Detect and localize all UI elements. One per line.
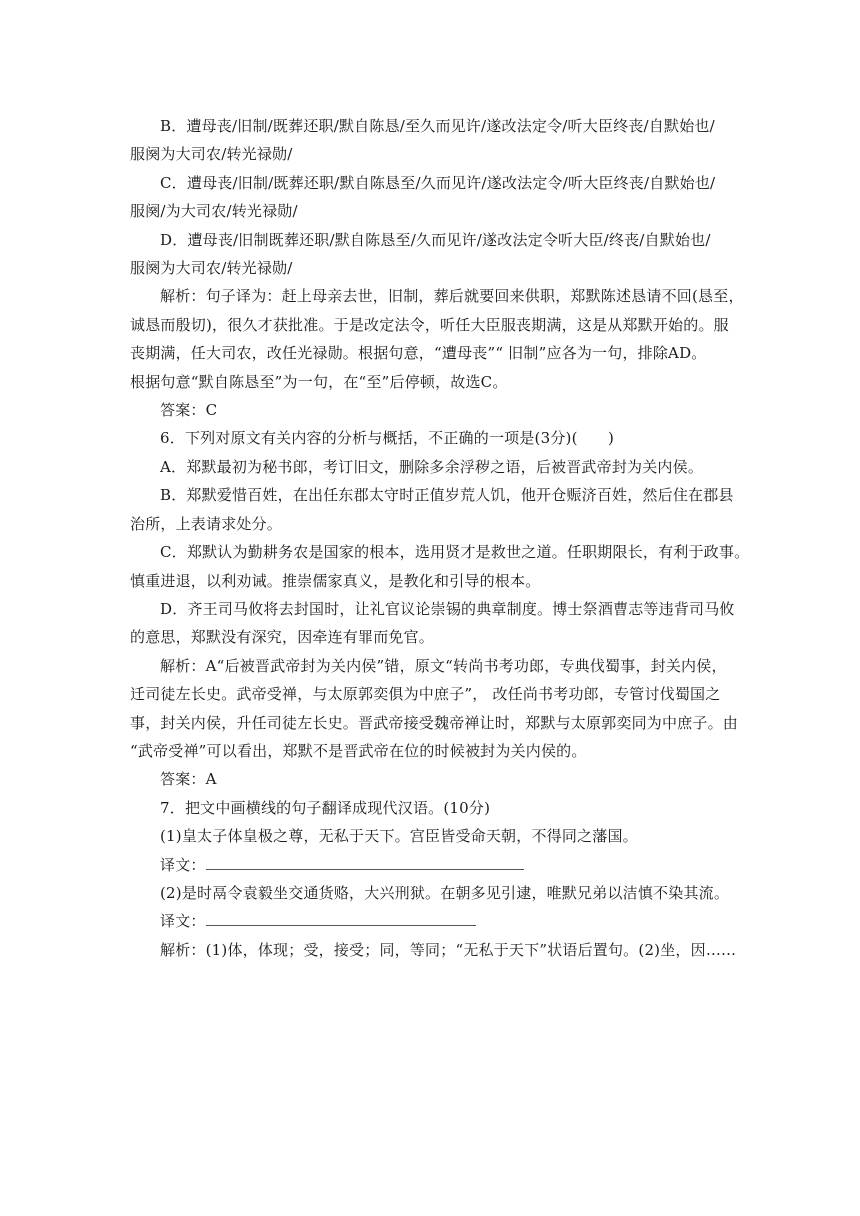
text-line: 6．下列对原文有关内容的分析与概括，不正确的一项是(3分)( ) (160, 429, 615, 448)
sentence-1 (130, 822, 742, 850)
option-b (130, 112, 742, 169)
translation-line (130, 851, 742, 879)
text-line: 服阕/为大司农/转光禄勋/ (130, 202, 298, 221)
question-7 (130, 794, 742, 822)
translation-line (130, 907, 742, 935)
translation-1 (130, 851, 742, 879)
translation-label: 译文： (160, 912, 206, 931)
text-line: 诚恳而殷切)，很久才获批准。于是改定法令，听任大臣服丧期满，这是从郑默开始的。服 (130, 315, 729, 334)
analysis-6 (130, 652, 742, 766)
text-line: D．齐王司马攸将去封国时，让礼官议论崇锡的典章制度。博士祭酒曹志等违背司马攸 (160, 599, 735, 618)
text-line: 答案：A (160, 770, 217, 789)
answer-blank[interactable] (206, 857, 524, 870)
option-c (130, 169, 742, 226)
text-line: B．郑默爱惜百姓，在出任东郡太守时正值岁荒人饥，他开仓赈济百姓，然后住在郡县 (160, 486, 734, 505)
document-body (130, 112, 750, 964)
option-6a (130, 453, 742, 481)
text-line: D．遭母丧/旧制既葬还职/默自陈恳至/久而见许/遂改法定令听大臣/终丧/自默始也/ (160, 230, 711, 249)
text-line: 迁司徒左长史。武帝受禅，与太原郭奕俱为中庶子”， 改任尚书考功郎，专管讨伐蜀国之 (130, 685, 721, 704)
text-line: 解析：(1)体，体现；受，接受；同，等同；“无私于天下”状语后置句。(2)坐，因…… (160, 940, 737, 959)
text-line: 7．把文中画横线的句子翻译成现代汉语。(10分) (160, 798, 491, 817)
text-line: 的意思，郑默没有深究，因牵连有罪而免官。 (130, 628, 435, 647)
text-line: (2)是时鬲令袁毅坐交通货赂，大兴刑狱。在朝多见引逮，唯默兄弟以洁慎不染其流。 (160, 883, 730, 902)
text-line: 解析：句子译为：赶上母亲去世，旧制，葬后就要回来供职，郑默陈述恳请不回(恳至， (160, 287, 744, 306)
text-line: 事，封关内侯，升任司徒左长史。晋武帝接受魏帝禅让时，郑默与太原郭奕同为中庶子。由 (130, 713, 739, 732)
option-d (130, 226, 742, 283)
text-line: 慎重进退，以利劝诫。推崇儒家真义，是教化和引导的根本。 (130, 571, 541, 590)
text-line: C．郑默认为勤耕务农是国家的根本，选用贤才是救世之道。任职期限长，有利于政事。 (160, 543, 750, 562)
text-line: 治所，上表请求处分。 (130, 514, 283, 533)
option-6b (130, 481, 742, 538)
text-line: “武帝受禅”可以看出，郑默不是晋武帝在位的时候被封为关内侯的。 (130, 741, 587, 760)
option-6d (130, 595, 742, 652)
answer-blank[interactable] (206, 913, 476, 926)
option-6c (130, 538, 750, 595)
question-6 (130, 424, 742, 452)
analysis-7 (130, 936, 742, 964)
text-line: 服阕为大司农/转光禄勋/ (130, 259, 293, 278)
sentence-2 (130, 879, 742, 907)
analysis-5 (130, 282, 742, 396)
text-line: (1)皇太子体皇极之尊，无私于天下。宫臣皆受命天朝，不得同之藩国。 (160, 827, 638, 846)
text-line: 丧期满，任大司农，改任光禄勋。根据句意，“遭母丧”“ 旧制”应各为一句，排除AD。 (130, 344, 707, 363)
text-line: 解析：A“后被晋武帝封为关内侯”错，原文“转尚书考功郎，专典伐蜀事，封关内侯， (160, 656, 727, 675)
text-line: C．遭母丧/旧制/既葬还职/默自陈恳至/久而见许/遂改法定令/听大臣终丧/自默始也/ (160, 173, 716, 192)
text-line: A．郑默最初为秘书郎，考订旧文，删除多余浮秽之语，后被晋武帝封为关内侯。 (160, 457, 704, 476)
answer-5 (130, 396, 742, 424)
text-line: 答案：C (160, 401, 218, 420)
translation-label: 译文： (160, 855, 206, 874)
text-line: 根据句意“默自陈恳至”为一句，在“至”后停顿，故选C。 (130, 372, 508, 391)
translation-2 (130, 907, 742, 935)
answer-6 (130, 765, 742, 793)
text-line: B．遭母丧/旧制/既葬还职/默自陈恳/至久而见许/遂改法定令/听大臣终丧/自默始也/ (160, 117, 715, 135)
text-line: 服阕为大司农/转光禄勋/ (130, 145, 293, 164)
